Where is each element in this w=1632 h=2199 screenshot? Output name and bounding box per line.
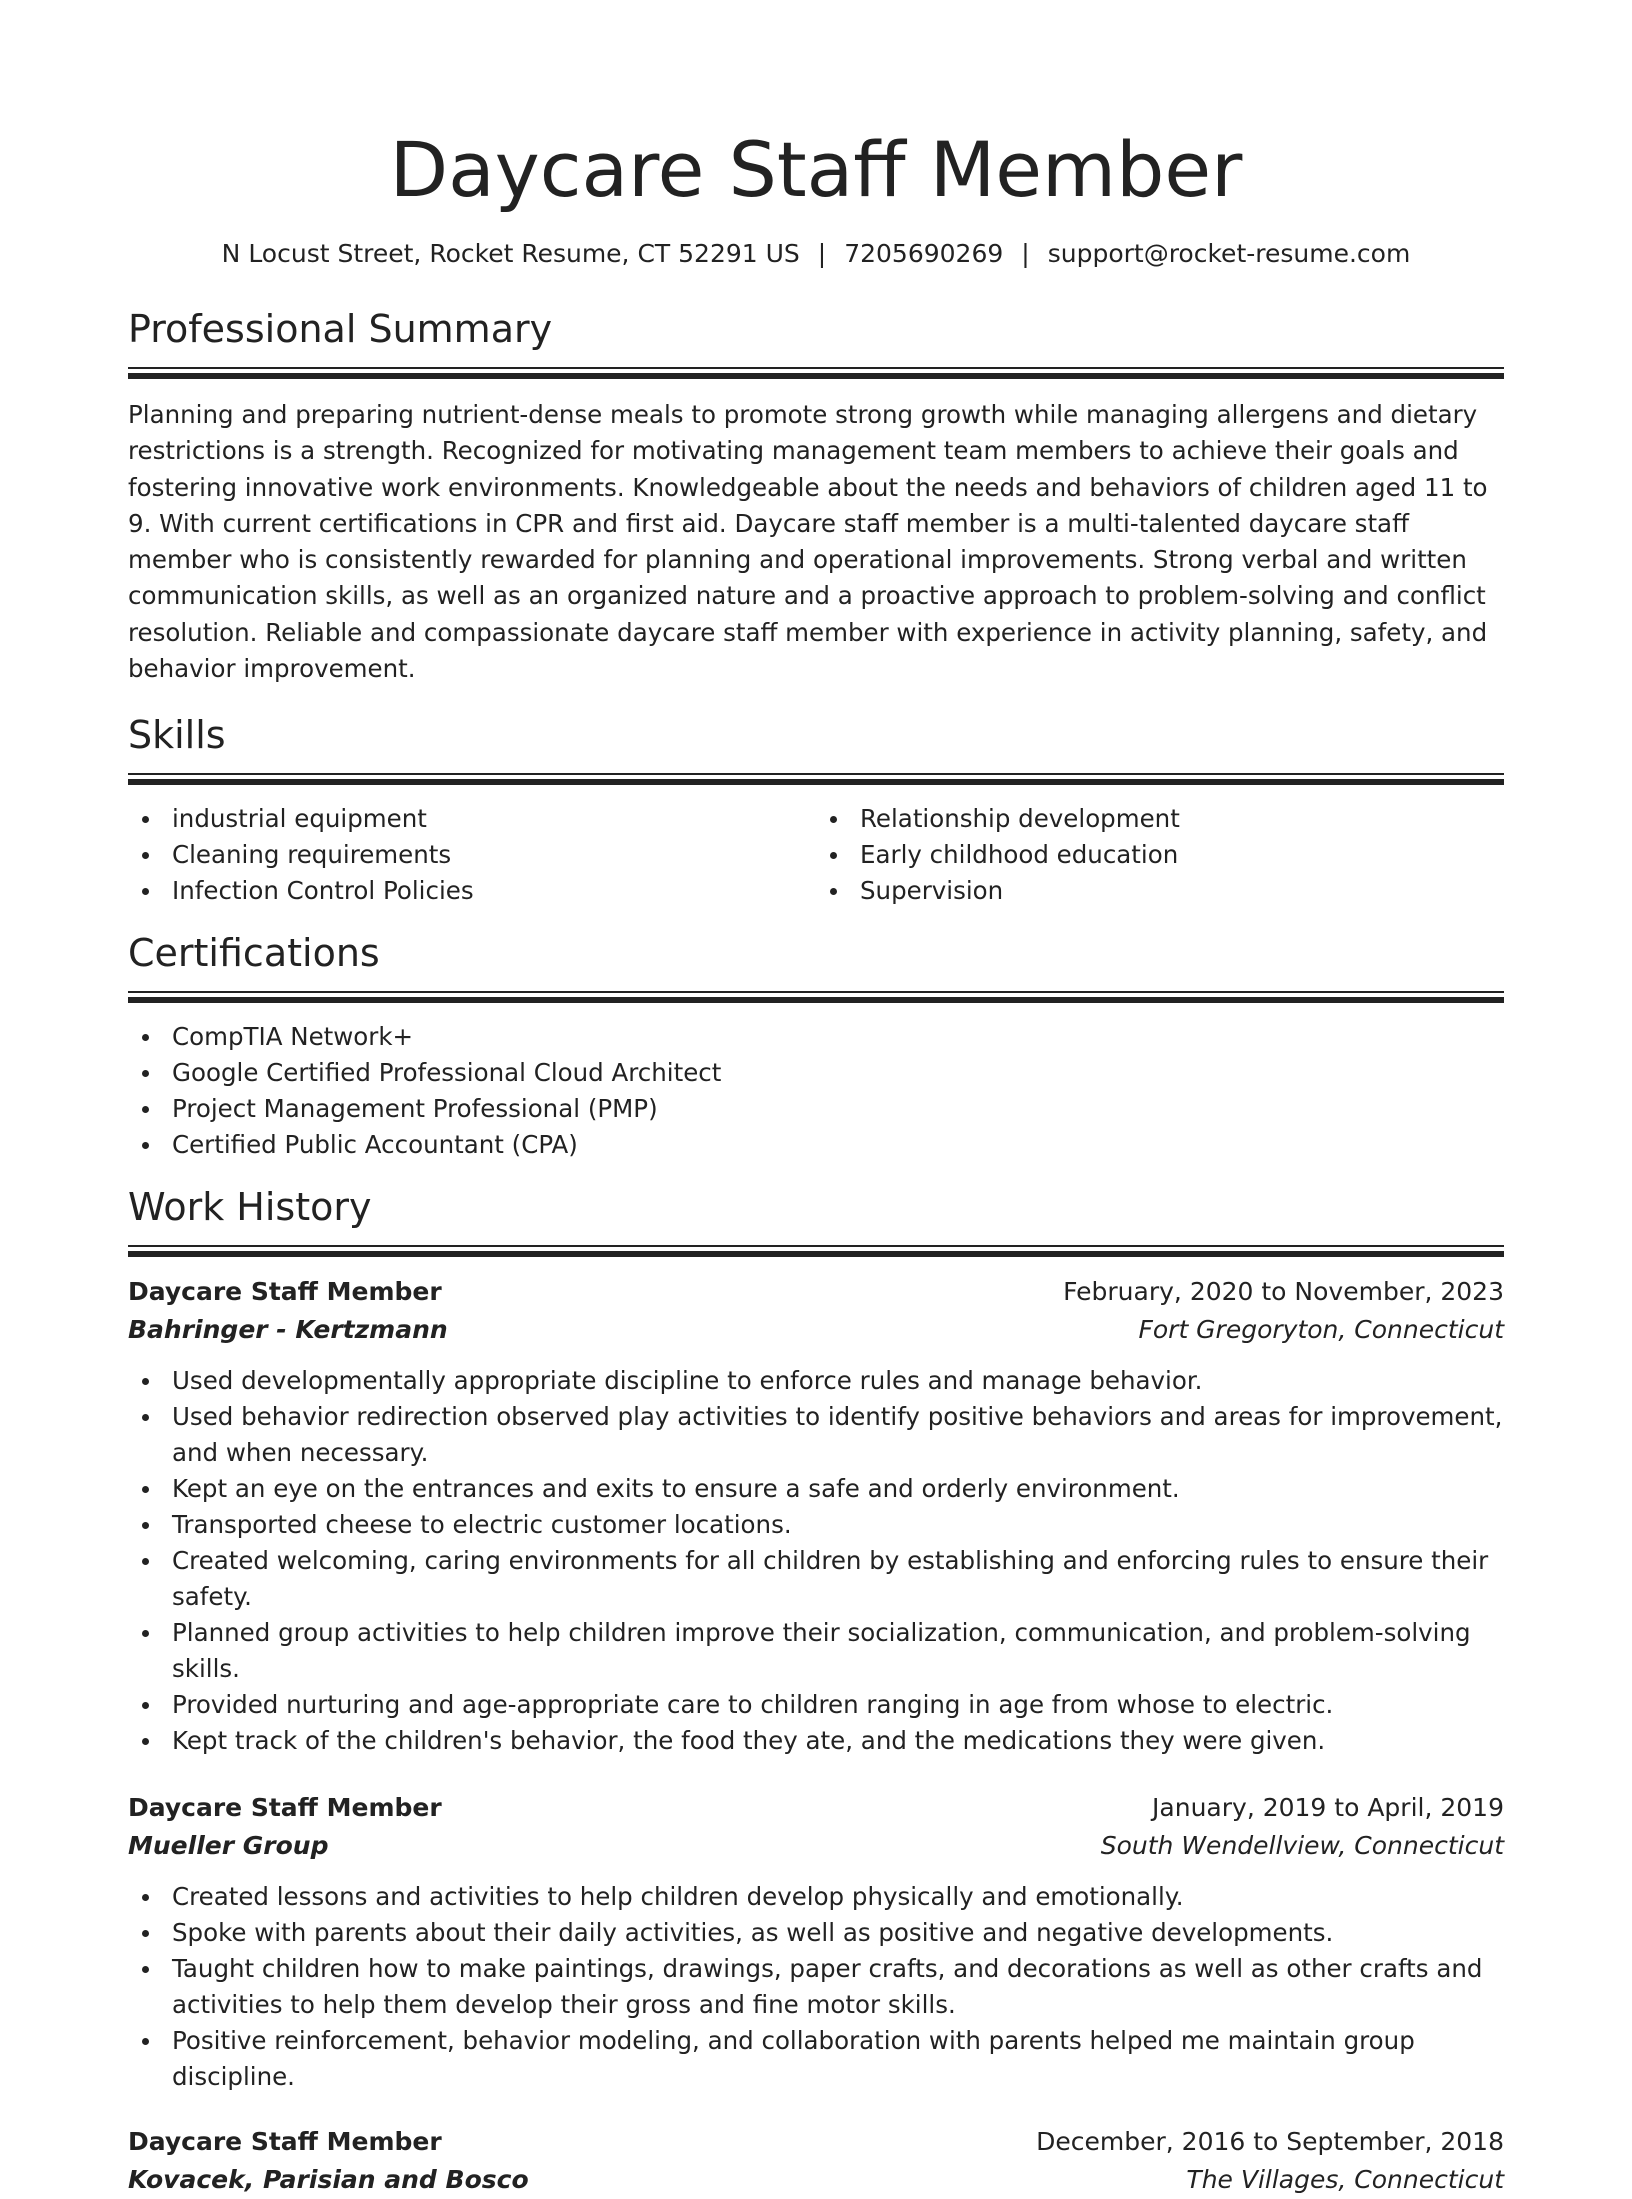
- skill-item: industrial equipment: [128, 801, 816, 837]
- contact-address: N Locust Street, Rocket Resume, CT 52291 US: [221, 239, 800, 268]
- job-company: Mueller Group: [128, 1831, 329, 1861]
- job-bullet: Used developmentally appropriate discipline to enforce rules and manage behavior.: [128, 1363, 1504, 1399]
- certification-item: Project Management Professional (PMP): [128, 1091, 1504, 1127]
- job-subheader: [128, 1827, 1504, 1865]
- job-bullet: Created lessons and activities to help children develop physically and emotionally.: [128, 1879, 1504, 1915]
- job-entry: [128, 1273, 1504, 1759]
- job-dates: January, 2019 to April, 2019: [1152, 1793, 1504, 1823]
- skills-column-left: [128, 801, 816, 909]
- job-bullets: [128, 1879, 1504, 2095]
- job-bullet: Taught children how to make paintings, drawings, paper crafts, and decorations as well as other crafts and activities to help them develop their gross and fine motor skills.: [128, 1951, 1504, 2023]
- job-subheader: [128, 2161, 1504, 2199]
- section-heading: Professional Summary: [128, 307, 553, 351]
- certification-item: CompTIA Network+: [128, 1019, 1504, 1055]
- job-bullet: Kept track of the children's behavior, the food they ate, and the medications they were given.: [128, 1723, 1504, 1759]
- job-title: Daycare Staff Member: [128, 1793, 442, 1823]
- skill-item: Relationship development: [816, 801, 1504, 837]
- job-bullet: Planned group activities to help children improve their socialization, communication, and problem-solving skills.: [128, 1615, 1504, 1687]
- summary-text: Planning and preparing nutrient-dense meals to promote strong growth while managing allergens and dietary restrictions is a strength. Recognized for motivating management team members to achieve their goals and fostering innovative work environments. Knowledgeable about the needs and behaviors of children aged 11 to 9. With current certifications in CPR and first aid. Daycare staff member is a multi-talented daycare staff member who is consistently rewarded for planning and operational improvements. Strong verbal and written communication skills, as well as an organized nature and a proactive approach to problem-solving and conflict resolution. Reliable and compassionate daycare staff member with experience in activity planning, safety, and behavior improvement.: [128, 400, 1488, 684]
- job-dates: February, 2020 to November, 2023: [1063, 1277, 1504, 1307]
- contact-separator: |: [1021, 239, 1030, 268]
- skill-item: Early childhood education: [816, 837, 1504, 873]
- job-title: Daycare Staff Member: [128, 1277, 442, 1307]
- job-location: Fort Gregoryton, Connecticut: [1138, 1315, 1504, 1345]
- section-divider: [128, 367, 1504, 379]
- job-entry: [128, 1789, 1504, 2095]
- skills-grid: [128, 801, 1504, 909]
- job-header: [128, 1273, 1504, 1311]
- job-header: [128, 1789, 1504, 1827]
- job-bullet: Kept an eye on the entrances and exits to ensure a safe and orderly environment.: [128, 1471, 1504, 1507]
- resume-title: Daycare Staff Member: [389, 125, 1243, 214]
- section-heading: Work History: [128, 1185, 372, 1230]
- contact-email: support@rocket-resume.com: [1047, 239, 1411, 268]
- section-heading: Skills: [128, 713, 226, 758]
- job-company: Kovacek, Parisian and Bosco: [128, 2165, 529, 2195]
- job-bullet: Positive reinforcement, behavior modeling, and collaboration with parents helped me maintain group discipline.: [128, 2023, 1504, 2095]
- job-location: South Wendellview, Connecticut: [1100, 1831, 1504, 1861]
- job-bullets: [128, 1363, 1504, 1759]
- job-subheader: [128, 1311, 1504, 1349]
- contact-separator: |: [817, 239, 827, 268]
- job-title: Daycare Staff Member: [128, 2127, 442, 2157]
- job-bullet: Used behavior redirection observed play activities to identify positive behaviors and areas for improvement, and when necessary.: [128, 1399, 1504, 1471]
- skills-column-right: [816, 801, 1504, 909]
- job-dates: December, 2016 to September, 2018: [1036, 2127, 1504, 2157]
- job-bullet: Transported cheese to electric customer locations.: [128, 1507, 1504, 1543]
- certification-item: Certified Public Accountant (CPA): [128, 1127, 1504, 1163]
- job-company: Bahringer - Kertzmann: [128, 1315, 448, 1345]
- skills-section: [128, 711, 1504, 909]
- job-bullet: Provided nurturing and age-appropriate care to children ranging in age from whose to electric.: [128, 1687, 1504, 1723]
- section-heading: Certifications: [128, 931, 380, 976]
- contact-phone: 7205690269: [844, 239, 1004, 268]
- section-divider: [128, 1245, 1504, 1257]
- job-location: The Villages, Connecticut: [1186, 2165, 1504, 2195]
- skill-item: Cleaning requirements: [128, 837, 816, 873]
- job-header: [128, 2123, 1504, 2161]
- summary-section: [128, 305, 1504, 687]
- certifications-list: [128, 1019, 1504, 1163]
- certifications-section: [128, 929, 1504, 1163]
- job-entry: [128, 2123, 1504, 2199]
- certification-item: Google Certified Professional Cloud Architect: [128, 1055, 1504, 1091]
- job-bullet: Created welcoming, caring environments for all children by establishing and enforcing rules to ensure their safety.: [128, 1543, 1504, 1615]
- skill-item: Supervision: [816, 873, 1504, 909]
- contact-line: [128, 236, 1504, 272]
- section-divider: [128, 773, 1504, 785]
- skill-item: Infection Control Policies: [128, 873, 816, 909]
- work-history-section: [128, 1183, 1504, 2199]
- section-divider: [128, 991, 1504, 1003]
- job-bullet: Spoke with parents about their daily activities, as well as positive and negative developments.: [128, 1915, 1504, 1951]
